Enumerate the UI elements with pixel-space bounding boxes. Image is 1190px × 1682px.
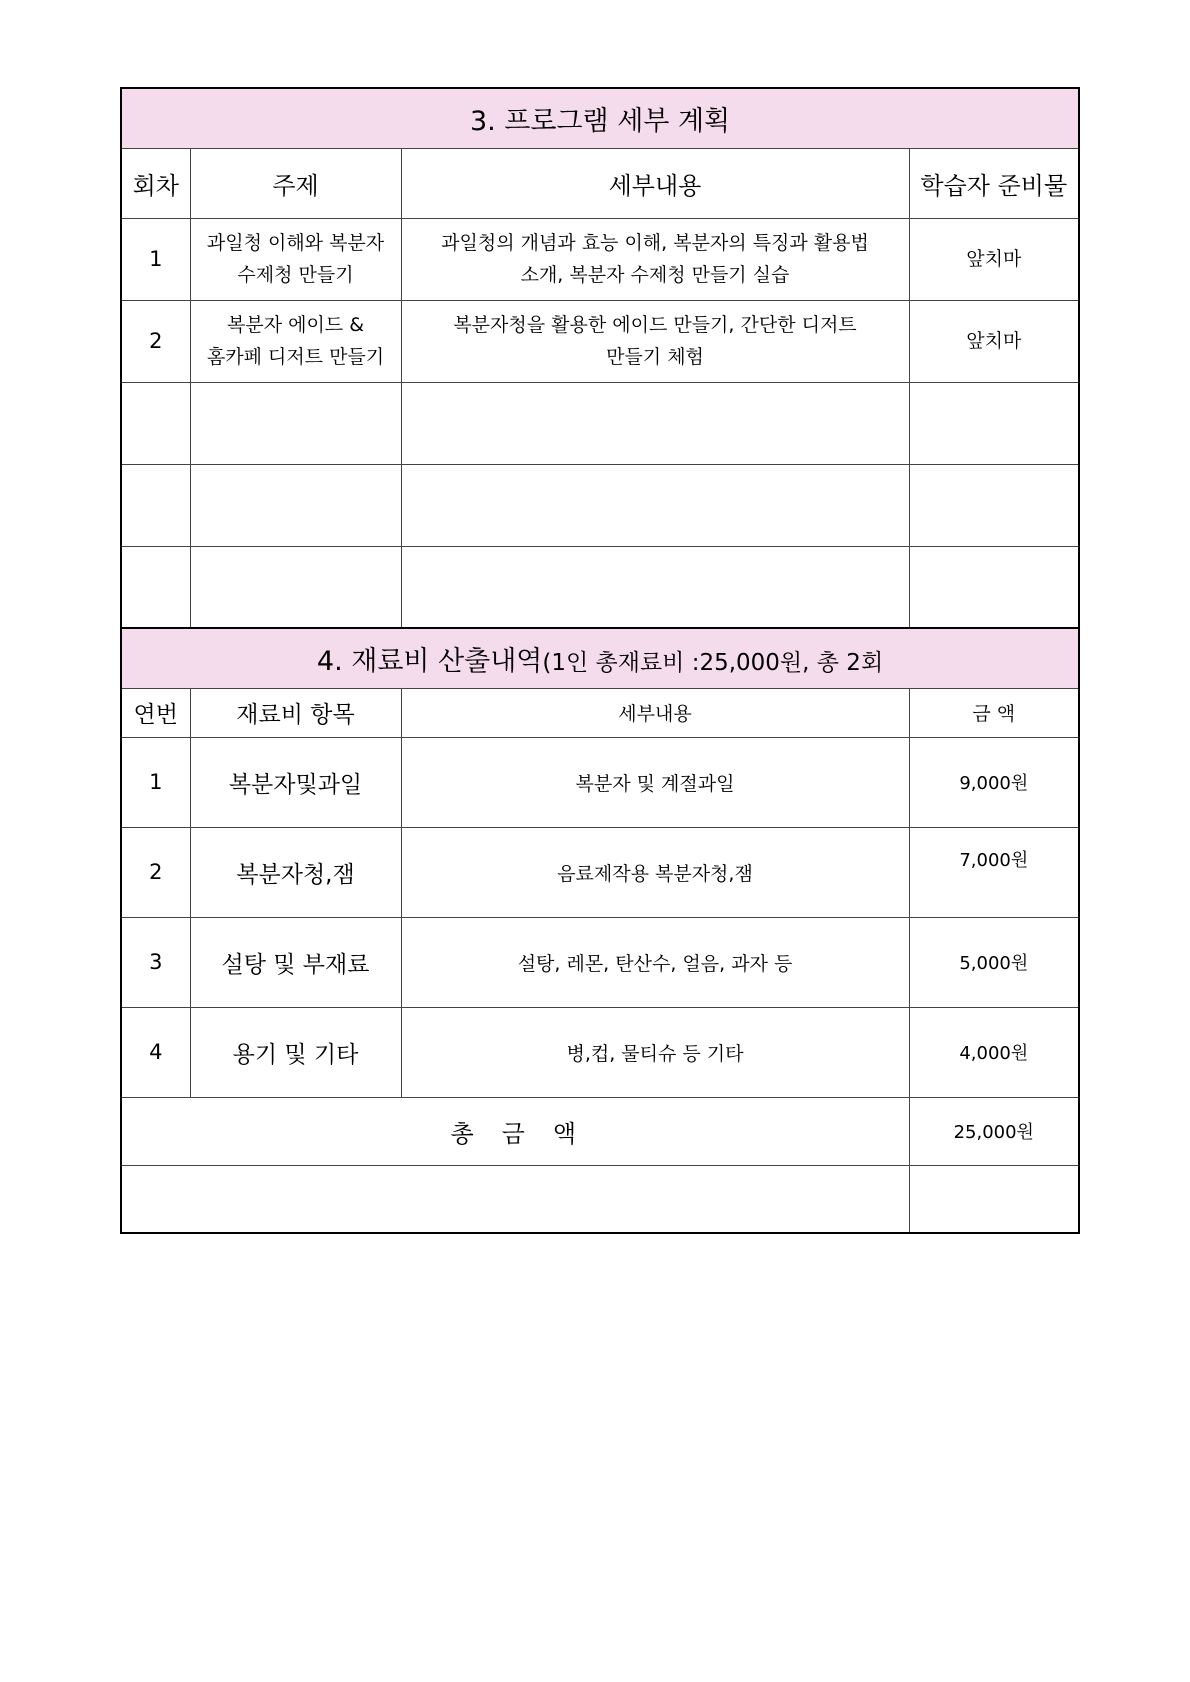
header-number: 연번 [121,688,190,737]
empty-cell [190,382,401,464]
empty-cell [121,546,190,628]
section4-subtitle: (1인 총재료비 :25,000원, 총 2회 [542,649,884,676]
header-amount: 금 액 [909,688,1079,737]
cost-amount: 4,000원 [909,1007,1079,1097]
cost-number: 4 [121,1007,190,1097]
cost-row [121,917,1079,1007]
header-supplies: 학습자 준비물 [909,148,1079,218]
header-item: 재료비 항목 [190,688,401,737]
plan-topic-line1: 복분자 에이드 & [226,314,365,336]
empty-cell [909,382,1079,464]
empty-cell [121,382,190,464]
plan-supplies: 앞치마 [909,218,1079,300]
empty-cell [121,464,190,546]
cost-item: 설탕 및 부재료 [190,917,401,1007]
cost-number: 3 [121,917,190,1007]
plan-details-line1: 과일청의 개념과 효능 이해, 복분자의 특징과 활용법 [441,232,869,254]
header-topic: 주제 [190,148,401,218]
empty-cell [909,546,1079,628]
program-plan-table [120,87,1080,1234]
cost-number: 2 [121,827,190,917]
empty-cell [909,464,1079,546]
plan-topic-line2: 홈카페 디저트 만들기 [206,346,385,368]
plan-details-line1: 복분자청을 활용한 에이드 만들기, 간단한 디저트 [453,314,857,336]
cost-row [121,1007,1079,1097]
section4-title [121,628,1079,688]
cost-number: 1 [121,737,190,827]
plan-row [121,218,1079,300]
header-cost-details: 세부내용 [401,688,909,737]
plan-session: 2 [121,300,190,382]
plan-row-empty [121,464,1079,546]
cost-details: 복분자 및 계절과일 [401,737,909,827]
plan-row-empty [121,382,1079,464]
section4-title-main: 4. 재료비 산출내역 [316,645,543,677]
empty-cell [121,1165,909,1233]
plan-session: 1 [121,218,190,300]
empty-cell [909,1165,1079,1233]
total-label: 총금액 [121,1097,909,1165]
empty-cell [401,382,909,464]
section3-title: 3. 프로그램 세부 계획 [121,88,1079,148]
header-details: 세부내용 [401,148,909,218]
header-session: 회차 [121,148,190,218]
empty-cell [190,546,401,628]
plan-supplies: 앞치마 [909,300,1079,382]
plan-topic [190,218,401,300]
cost-amount: 9,000원 [909,737,1079,827]
cost-item: 복분자및과일 [190,737,401,827]
empty-row [121,1165,1079,1233]
cost-amount: 7,000원 [909,827,1079,917]
cost-item: 복분자청,잼 [190,827,401,917]
empty-cell [401,546,909,628]
cost-item: 용기 및 기타 [190,1007,401,1097]
plan-header-row [121,148,1079,218]
plan-details [401,300,909,382]
empty-cell [190,464,401,546]
cost-details: 설탕, 레몬, 탄산수, 얼음, 과자 등 [401,917,909,1007]
cost-details: 병,컵, 물티슈 등 기타 [401,1007,909,1097]
plan-row-empty [121,546,1079,628]
plan-row [121,300,1079,382]
cost-row [121,737,1079,827]
total-row [121,1097,1079,1165]
plan-details-line2: 소개, 복분자 수제청 만들기 실습 [520,264,790,286]
plan-details-line2: 만들기 체험 [606,346,704,368]
total-amount: 25,000원 [909,1097,1079,1165]
plan-details [401,218,909,300]
plan-topic-line1: 과일청 이해와 복분자 [206,232,385,254]
plan-topic-line2: 수제청 만들기 [237,264,354,286]
cost-row [121,827,1079,917]
plan-topic [190,300,401,382]
cost-amount: 5,000원 [909,917,1079,1007]
cost-header-row [121,688,1079,737]
empty-cell [401,464,909,546]
cost-details: 음료제작용 복분자청,잼 [401,827,909,917]
